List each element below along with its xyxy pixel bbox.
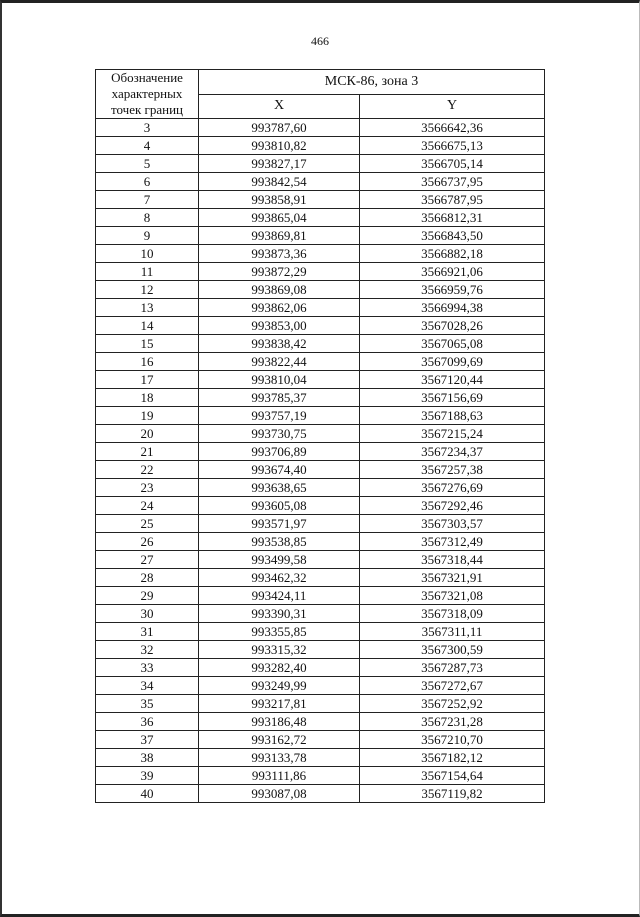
cell-x: 993785,37 [199,389,360,407]
cell-point-number: 6 [96,173,199,191]
table-row [96,227,545,245]
cell-y: 3566812,31 [360,209,545,227]
cell-x: 993499,58 [199,551,360,569]
cell-y: 3567154,64 [360,767,545,785]
cell-x: 993249,99 [199,677,360,695]
cell-x: 993674,40 [199,461,360,479]
table-row [96,659,545,677]
cell-x: 993355,85 [199,623,360,641]
cell-y: 3567318,44 [360,551,545,569]
cell-point-number: 26 [96,533,199,551]
cell-point-number: 16 [96,353,199,371]
table-row [96,137,545,155]
cell-x: 993810,04 [199,371,360,389]
cell-y: 3567234,37 [360,443,545,461]
cell-y: 3567292,46 [360,497,545,515]
cell-point-number: 11 [96,263,199,281]
cell-point-number: 34 [96,677,199,695]
table-row [96,119,545,137]
table-row [96,749,545,767]
cell-point-number: 7 [96,191,199,209]
cell-y: 3566675,13 [360,137,545,155]
cell-point-number: 10 [96,245,199,263]
header-y: Y [360,94,545,119]
table-row [96,641,545,659]
cell-x: 993787,60 [199,119,360,137]
cell-point-number: 8 [96,209,199,227]
cell-point-number: 31 [96,623,199,641]
cell-point-number: 32 [96,641,199,659]
cell-point-number: 20 [96,425,199,443]
cell-point-number: 27 [96,551,199,569]
cell-y: 3567257,38 [360,461,545,479]
table-row [96,767,545,785]
cell-y: 3567252,92 [360,695,545,713]
cell-y: 3566843,50 [360,227,545,245]
table-row [96,353,545,371]
header-coordinate-system: МСК-86, зона 3 [199,70,545,95]
page-number: 466 [311,34,329,48]
table-row [96,461,545,479]
table-row [96,317,545,335]
table-body [96,119,545,803]
cell-y: 3567276,69 [360,479,545,497]
table-row [96,371,545,389]
cell-y: 3567287,73 [360,659,545,677]
table-header [96,70,545,119]
cell-point-number: 22 [96,461,199,479]
cell-y: 3566705,14 [360,155,545,173]
table-row [96,497,545,515]
cell-point-number: 13 [96,299,199,317]
cell-point-number: 28 [96,569,199,587]
cell-point-number: 21 [96,443,199,461]
cell-x: 993162,72 [199,731,360,749]
table-row [96,263,545,281]
cell-y: 3567318,09 [360,605,545,623]
cell-y: 3567120,44 [360,371,545,389]
cell-point-number: 17 [96,371,199,389]
table-row [96,551,545,569]
cell-y: 3567156,69 [360,389,545,407]
cell-x: 993865,04 [199,209,360,227]
cell-y: 3567300,59 [360,641,545,659]
cell-x: 993822,44 [199,353,360,371]
cell-x: 993858,91 [199,191,360,209]
table-row [96,209,545,227]
table-row [96,623,545,641]
cell-point-number: 30 [96,605,199,623]
cell-x: 993462,32 [199,569,360,587]
cell-x: 993853,00 [199,317,360,335]
cell-x: 993282,40 [199,659,360,677]
cell-y: 3567215,24 [360,425,545,443]
cell-point-number: 5 [96,155,199,173]
cell-x: 993571,97 [199,515,360,533]
header-row-top [96,70,545,95]
cell-point-number: 25 [96,515,199,533]
cell-point-number: 33 [96,659,199,677]
cell-y: 3566994,38 [360,299,545,317]
cell-x: 993827,17 [199,155,360,173]
table-row [96,191,545,209]
cell-point-number: 12 [96,281,199,299]
cell-x: 993217,81 [199,695,360,713]
cell-y: 3567312,49 [360,533,545,551]
cell-y: 3566959,76 [360,281,545,299]
cell-point-number: 3 [96,119,199,137]
cell-point-number: 15 [96,335,199,353]
cell-point-number: 4 [96,137,199,155]
table-row [96,695,545,713]
table-row [96,569,545,587]
cell-x: 993838,42 [199,335,360,353]
cell-y: 3567028,26 [360,317,545,335]
cell-y: 3567303,57 [360,515,545,533]
cell-x: 993730,75 [199,425,360,443]
cell-y: 3567321,08 [360,587,545,605]
header-x: X [199,94,360,119]
cell-x: 993133,78 [199,749,360,767]
cell-point-number: 36 [96,713,199,731]
table-row [96,515,545,533]
cell-y: 3567272,67 [360,677,545,695]
cell-x: 993186,48 [199,713,360,731]
table-row [96,587,545,605]
table-row [96,731,545,749]
cell-point-number: 9 [96,227,199,245]
header-point-designation: Обозначение характерных точек границ [96,70,199,119]
cell-x: 993638,65 [199,479,360,497]
table-row [96,443,545,461]
cell-y: 3567210,70 [360,731,545,749]
table-row [96,677,545,695]
cell-x: 993390,31 [199,605,360,623]
cell-x: 993087,08 [199,785,360,803]
cell-point-number: 23 [96,479,199,497]
cell-x: 993706,89 [199,443,360,461]
cell-x: 993862,06 [199,299,360,317]
cell-y: 3567321,91 [360,569,545,587]
table-row [96,335,545,353]
cell-y: 3567311,11 [360,623,545,641]
cell-x: 993424,11 [199,587,360,605]
cell-x: 993111,86 [199,767,360,785]
cell-y: 3566737,95 [360,173,545,191]
cell-point-number: 29 [96,587,199,605]
cell-x: 993315,32 [199,641,360,659]
coordinates-table [95,69,545,803]
cell-point-number: 19 [96,407,199,425]
cell-y: 3566642,36 [360,119,545,137]
table-row [96,713,545,731]
cell-x: 993869,81 [199,227,360,245]
cell-y: 3567065,08 [360,335,545,353]
cell-point-number: 24 [96,497,199,515]
table-row [96,425,545,443]
table-row [96,479,545,497]
cell-x: 993757,19 [199,407,360,425]
cell-x: 993872,29 [199,263,360,281]
cell-point-number: 37 [96,731,199,749]
cell-x: 993842,54 [199,173,360,191]
table-row [96,389,545,407]
cell-point-number: 39 [96,767,199,785]
table-row [96,281,545,299]
cell-x: 993869,08 [199,281,360,299]
cell-x: 993873,36 [199,245,360,263]
cell-x: 993810,82 [199,137,360,155]
cell-point-number: 40 [96,785,199,803]
cell-x: 993538,85 [199,533,360,551]
table-row [96,407,545,425]
cell-point-number: 35 [96,695,199,713]
cell-y: 3567099,69 [360,353,545,371]
cell-point-number: 38 [96,749,199,767]
cell-x: 993605,08 [199,497,360,515]
cell-point-number: 18 [96,389,199,407]
table-row [96,245,545,263]
cell-y: 3566787,95 [360,191,545,209]
cell-y: 3567182,12 [360,749,545,767]
cell-y: 3567188,63 [360,407,545,425]
cell-y: 3566921,06 [360,263,545,281]
cell-point-number: 14 [96,317,199,335]
table-row [96,155,545,173]
cell-y: 3567231,28 [360,713,545,731]
cell-y: 3567119,82 [360,785,545,803]
table-row [96,605,545,623]
table-row [96,299,545,317]
table-row [96,173,545,191]
table-row [96,533,545,551]
cell-y: 3566882,18 [360,245,545,263]
table-row [96,785,545,803]
